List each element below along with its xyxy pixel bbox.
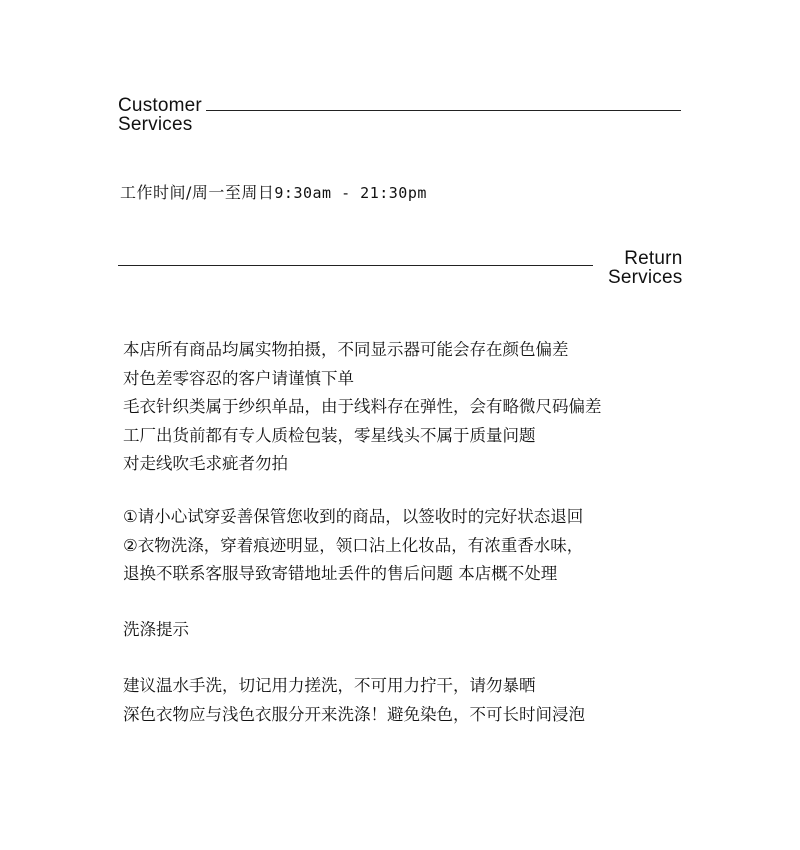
washing-tips-title bbox=[123, 616, 189, 645]
customer-services-title-line1: Customer bbox=[118, 95, 202, 116]
return-services-title-line1: Return bbox=[624, 248, 683, 269]
return-line: 退换不联系客服导致寄错地址丢件的售后问题 本店概不处理 bbox=[123, 564, 558, 583]
customer-services-heading bbox=[118, 96, 202, 134]
washing-tips bbox=[123, 672, 585, 729]
return-line: ②衣物洗涤，穿着痕迹明显，领口沾上化妆品，有浓重香水味， bbox=[123, 535, 584, 555]
customer-services-divider bbox=[206, 110, 681, 111]
return-services-heading bbox=[608, 249, 682, 287]
customer-services-title-line2: Services bbox=[118, 114, 193, 135]
return-line: ①请小心试穿妥善保管您收到的商品，以签收时的完好状态退回 bbox=[123, 507, 584, 526]
working-hours-time: 9:30am - 21:30pm bbox=[274, 184, 427, 202]
policy-line: 对走线吹毛求疵者勿拍 bbox=[123, 454, 288, 473]
return-conditions bbox=[123, 503, 583, 589]
policy-line: 对色差零容忍的客户请谨慎下单 bbox=[123, 368, 354, 388]
working-hours bbox=[120, 180, 427, 203]
product-policy-notes bbox=[123, 336, 602, 479]
washing-tip-line: 建议温水手洗，切记用力搓洗，不可用力拧干，请勿暴晒 bbox=[123, 676, 536, 695]
working-hours-label: 工作时间/周一至周日 bbox=[120, 183, 275, 202]
washing-tips-heading: 洗涤提示 bbox=[123, 620, 189, 639]
policy-line: 工厂出货前都有专人质检包装，零星线头不属于质量问题 bbox=[123, 425, 536, 445]
policy-line: 本店所有商品均属实物拍摄，不同显示器可能会存在颜色偏差 bbox=[123, 340, 569, 359]
return-services-title-line2: Services bbox=[608, 267, 683, 288]
washing-tip-line: 深色衣物应与浅色衣服分开来洗涤！避免染色，不可长时间浸泡 bbox=[123, 704, 585, 724]
policy-line: 毛衣针织类属于纱织单品，由于线料存在弹性，会有略微尺码偏差 bbox=[123, 397, 602, 416]
return-services-divider bbox=[118, 265, 593, 266]
